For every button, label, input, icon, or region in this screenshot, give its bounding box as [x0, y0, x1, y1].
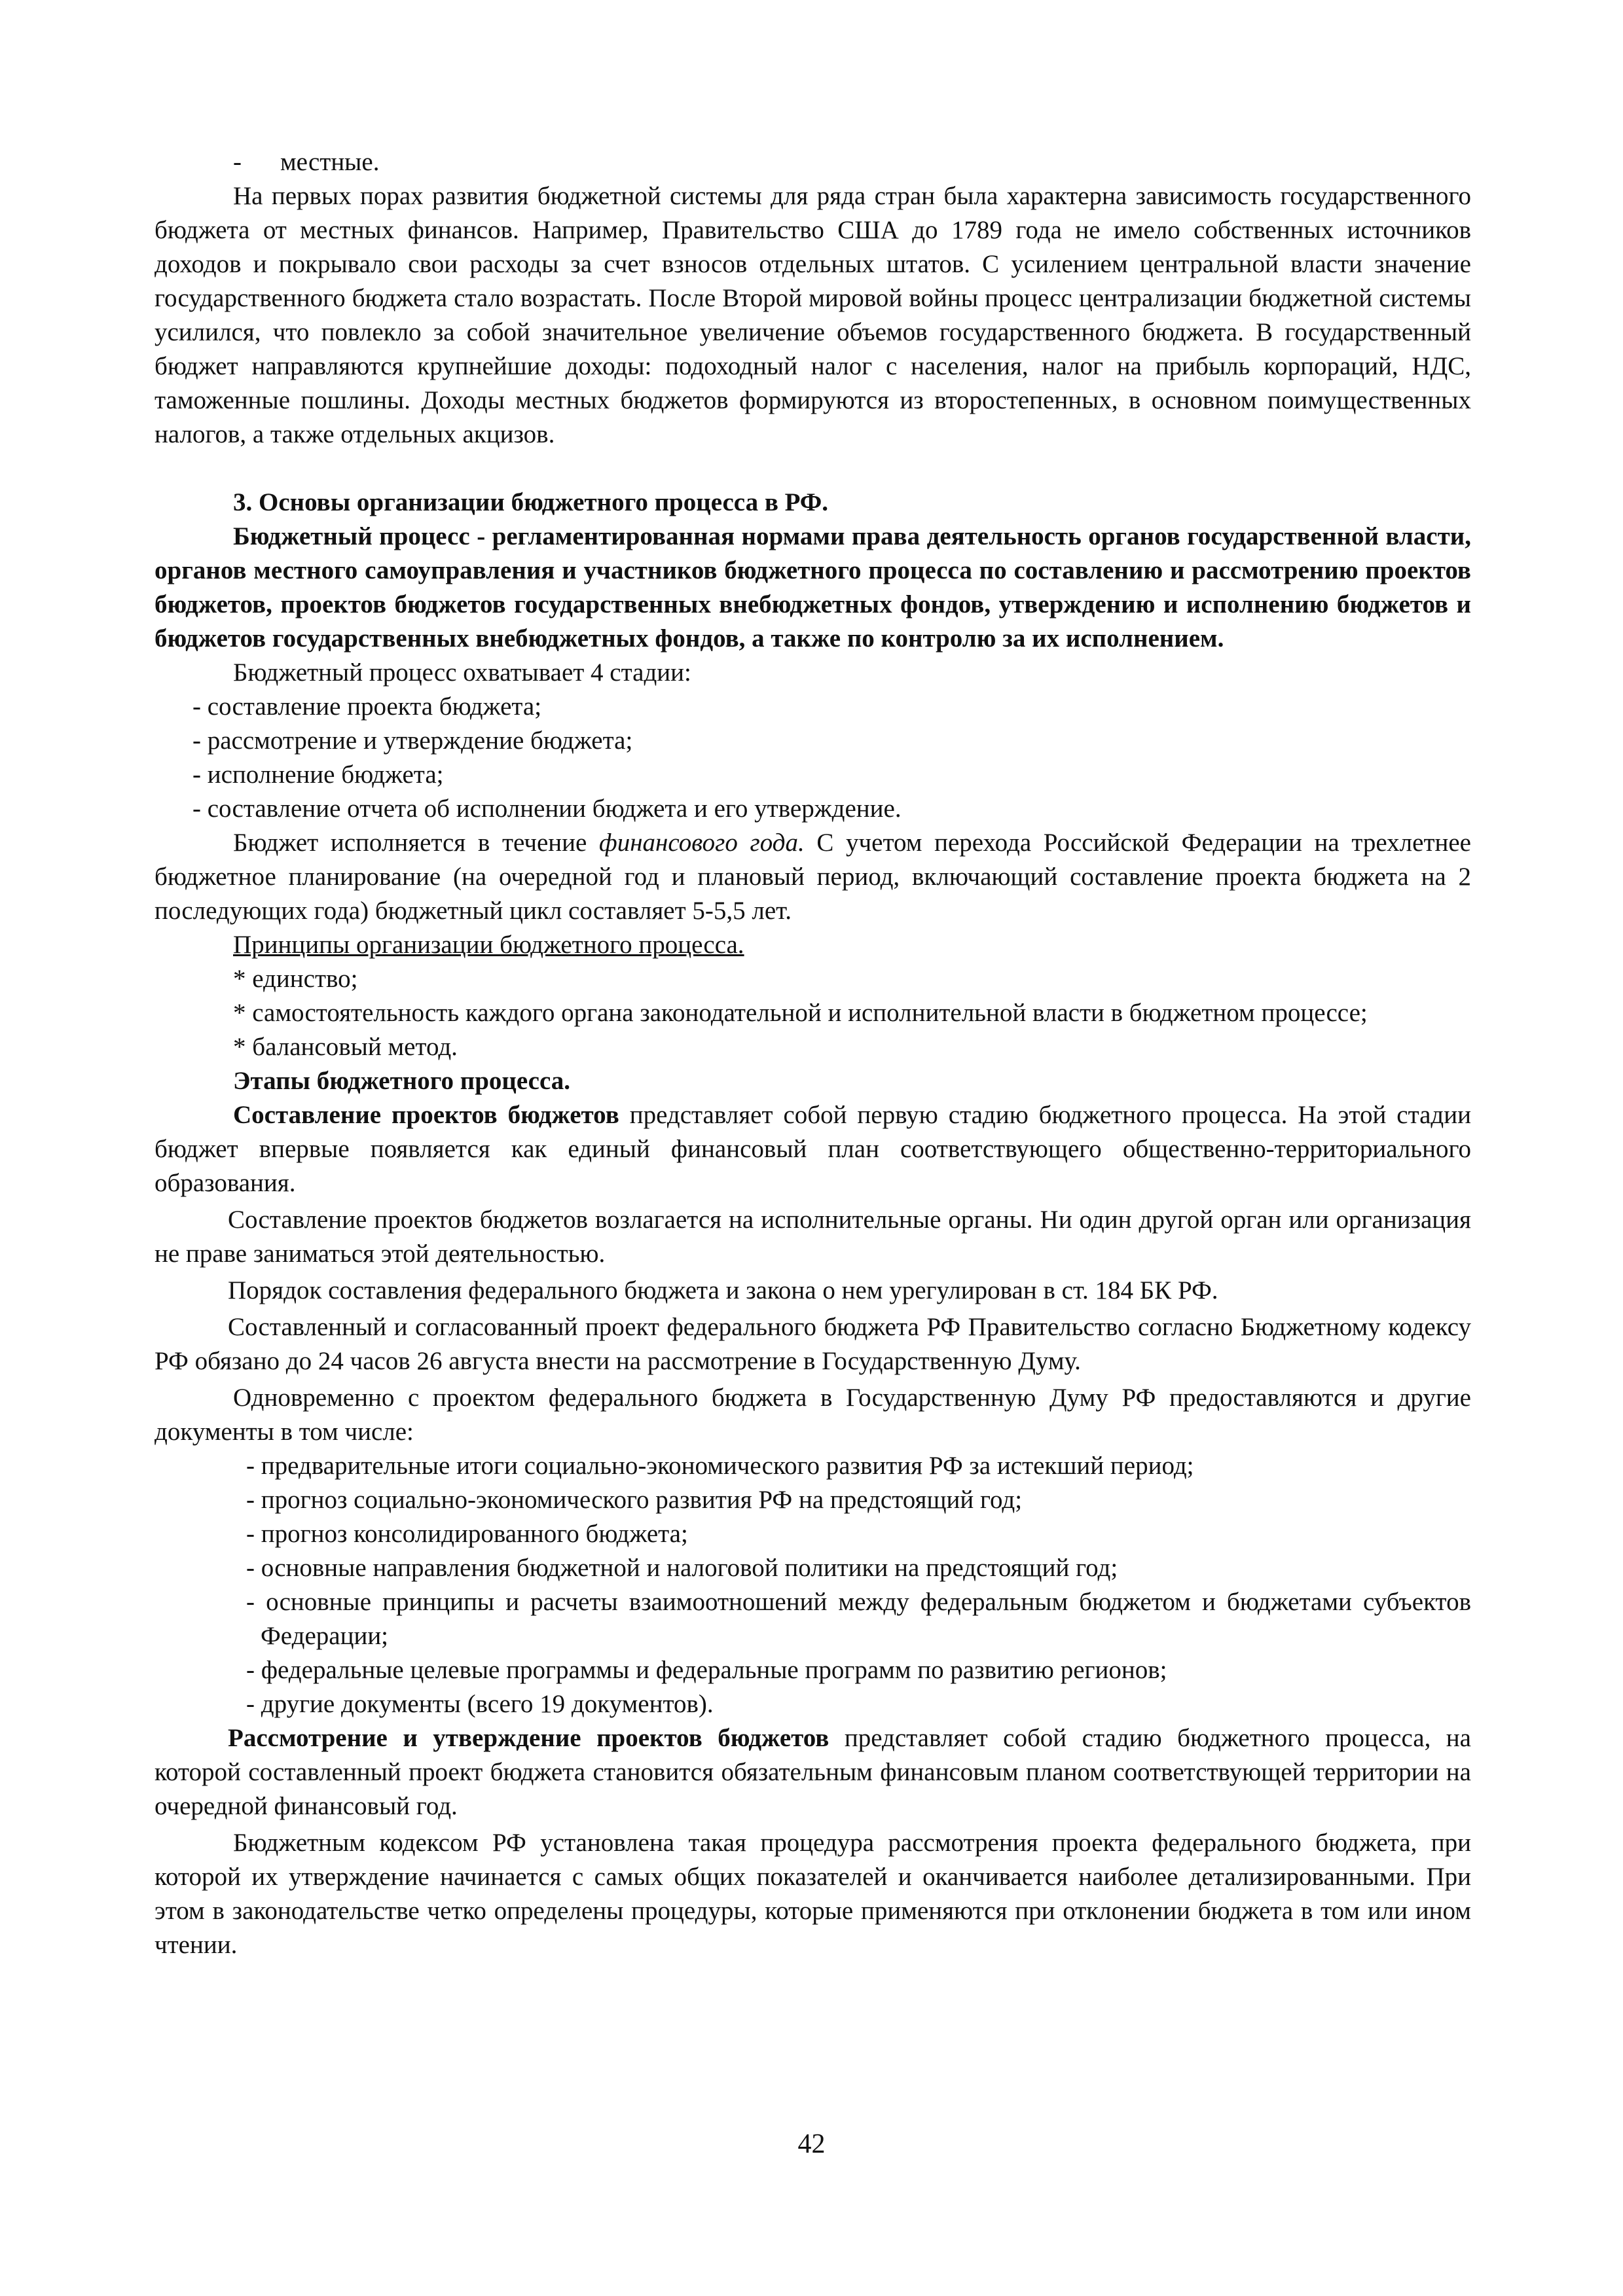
- paragraph-procedure: Бюджетным кодексом РФ установлена такая процедура рассмотрения проекта федерального бюджета, при которой их утверждение начинается с самых общих показателей и оканчивается наиболее детализированными. При этом в законодательстве четко определены процедуры, которые применяются при отклонении бюджета в том или ином чтении.: [155, 1829, 1471, 1959]
- list-item-document: - федеральные целевые программы и федеральные программ по развитию регионов;: [246, 1656, 1167, 1684]
- dash: -: [233, 148, 242, 176]
- bold-term: Составление проектов бюджетов: [233, 1101, 619, 1129]
- stages-intro: Бюджетный процесс охватывает 4 стадии:: [233, 658, 691, 687]
- list-item-principle: * балансовый метод.: [233, 1033, 458, 1061]
- list-item-document: - основные принципы и расчеты взаимоотношений между федеральным бюджетом и бюджетами субъектов Федерации;: [246, 1588, 1471, 1650]
- list-item-document: - основные направления бюджетной и налоговой политики на предстоящий год;: [246, 1554, 1118, 1582]
- list-item-stage: - составление отчета об исполнении бюджета и его утверждение.: [192, 795, 902, 823]
- principles-title: Принципы организации бюджетного процесса.: [233, 931, 744, 959]
- definition-paragraph: Бюджетный процесс - регламентированная нормами права деятельность органов государственной власти, органов местного самоуправления и участников бюджетного процесса по составлению и рассмотрению проектов бюджетов, проектов бюджетов государственных внебюджетных фондов, утверждению и исполнению бюджетов и бюджетов государственных внебюджетных фондов, а также по контролю за их исполнением.: [155, 522, 1471, 653]
- paragraph-fiscal-year: Бюджет исполняется в течение финансового года. С учетом перехода Российской Федерации на трехлетнее бюджетное планирование (на очередной год и плановый период, включающий составление проекта бюджета на 2 последующих года) бюджетный цикл составляет 5-5,5 лет.: [155, 829, 1471, 925]
- bold-term: Рассмотрение и утверждение проектов бюджетов: [228, 1724, 830, 1752]
- list-item-principle: * единство;: [233, 965, 358, 993]
- list-item-document: - прогноз социально-экономического развития РФ на предстоящий год;: [246, 1486, 1023, 1514]
- paragraph-documents: Одновременно с проектом федерального бюджета в Государственную Думу РФ предоставляются и другие документы в том числе:: [155, 1384, 1471, 1446]
- list-item-document: - прогноз консолидированного бюджета;: [246, 1520, 688, 1548]
- list-item-text: местные.: [280, 148, 380, 176]
- list-item-stage: - исполнение бюджета;: [192, 761, 444, 789]
- list-item-stage: - составление проекта бюджета;: [192, 692, 542, 721]
- page-number: 42: [797, 2129, 826, 2159]
- italic-term: финансового года.: [599, 829, 805, 857]
- paragraph-executive: Составление проектов бюджетов возлагается на исполнительные органы. Ни один другой орган или организация не праве заниматься этой деятельностью.: [155, 1206, 1471, 1268]
- subsection-title: Этапы бюджетного процесса.: [233, 1067, 570, 1095]
- list-item-document: - предварительные итоги социально-экономического развития РФ за истекший период;: [246, 1452, 1194, 1480]
- list-item-stage: - рассмотрение и утверждение бюджета;: [192, 726, 633, 755]
- paragraph-order: Порядок составления федерального бюджета и закона о нем урегулирован в ст. 184 БК РФ.: [228, 1276, 1218, 1304]
- paragraph-review: Рассмотрение и утверждение проектов бюджетов представляет собой стадию бюджетного процесса, на которой составленный проект бюджета становится обязательным финансовым планом соответствующей территории на очередной финансовый год.: [155, 1724, 1471, 1820]
- paragraph-composition: Составление проектов бюджетов представляет собой первую стадию бюджетного процесса. На этой стадии бюджет впервые появляется как единый финансовый план соответствующего общественно-территориального образования.: [155, 1101, 1471, 1197]
- paragraph-history: На первых порах развития бюджетной системы для ряда стран была характерна зависимость государственного бюджета от местных финансов. Например, Правительство США до 1789 года не имело собственных источников доходов и покрывало свои расходы за счет взносов отдельных штатов. С усилением центральной власти значение государственного бюджета стало возрастать. После Второй мировой войны процесс централизации бюджетной системы усилился, что повлекло за собой значительное увеличение объемов государственного бюджета. В государственный бюджет направляются крупнейшие доходы: подоходный налог с населения, налог на прибыль корпораций, НДС, таможенные пошлины. Доходы местных бюджетов формируются из второстепенных, в основном поимущественных налогов, а также отдельных акцизов.: [155, 182, 1471, 448]
- section-title: 3. Основы организации бюджетного процесса в РФ.: [233, 488, 829, 516]
- list-item-principle: * самостоятельность каждого органа законодательной и исполнительной власти в бюджетном процессе;: [233, 999, 1368, 1027]
- list-item-document: - другие документы (всего 19 документов).: [246, 1690, 714, 1718]
- paragraph-submit: Составленный и согласованный проект федерального бюджета РФ Правительство согласно Бюджетному кодексу РФ обязано до 24 часов 26 августа внести на рассмотрение в Государственную Думу.: [155, 1313, 1471, 1375]
- list-item-local: [155, 145, 1471, 179]
